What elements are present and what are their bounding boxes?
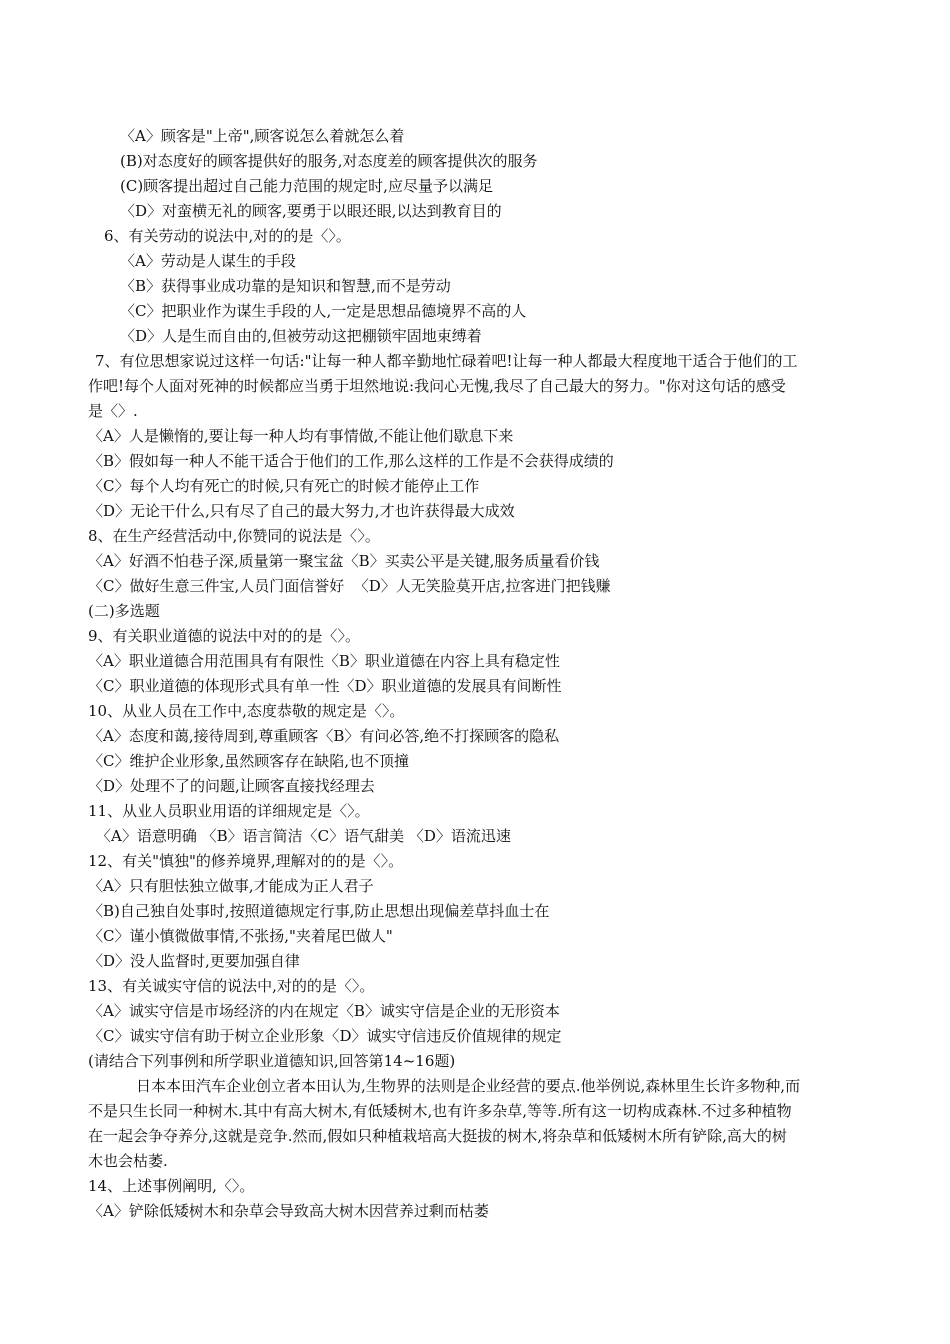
option-6b: 〈B〉获得事业成功靠的是知识和智慧,而不是劳动 (120, 277, 451, 295)
question-14: 14、上述事例阐明,〈〉。 (88, 1177, 255, 1195)
option-14a: 〈A〉铲除低矮树木和杂草会导致高大树木因营养过剩而枯萎 (88, 1202, 489, 1220)
option-6c: 〈C〉把职业作为谋生手段的人,一定是思想品德境界不高的人 (120, 302, 527, 320)
option-12d: 〈D〉没人监督时,更要加强自律 (88, 952, 300, 970)
option-10ab: 〈A〉态度和蔼,接待周到,尊重顾客〈B〉有问必答,绝不打探顾客的隐私 (88, 727, 560, 745)
question-12: 12、有关"慎独"的修养境界,理解对的的是〈〉。 (88, 852, 404, 870)
option-10d: 〈D〉处理不了的问题,让顾客直接找经理去 (88, 777, 375, 795)
question-11: 11、从业人员职业用语的详细规定是〈〉。 (88, 802, 370, 820)
option-12a: 〈A〉只有胆怯独立做事,才能成为正人君子 (88, 877, 374, 895)
option-5a: 〈A〉顾客是"上帝",顾客说怎么着就怎么着 (120, 127, 405, 145)
case-paragraph-line-3: 在一起会争夺养分,这就是竞争.然而,假如只种植栽培高大挺拔的树木,将杂草和低矮树木所有铲除,高大的树 (88, 1127, 787, 1145)
option-7b: 〈B〉假如每一种人不能干适合于他们的工作,那么这样的工作是不会获得成绩的 (88, 452, 614, 470)
option-8ab: 〈A〉好酒不怕巷子深,质量第一聚宝盆〈B〉买卖公平是关键,服务质量看价钱 (88, 552, 600, 570)
case-paragraph-line-2: 不是只生长同一种树木.其中有高大树木,有低矮树木,也有许多杂草,等等.所有这一切构成森林.不过多种植物 (88, 1102, 792, 1120)
option-7a: 〈A〉人是懒惰的,要让每一种人均有事情做,不能让他们歇息下来 (88, 427, 514, 445)
option-7c: 〈C〉每个人均有死亡的时候,只有死亡的时候才能停止工作 (88, 477, 480, 495)
option-11abcd: 〈A〉语意明确 〈B〉语言简洁〈C〉语气甜美 〈D〉语流迅速 (96, 827, 511, 845)
question-13: 13、有关诚实守信的说法中,对的的是〈〉。 (88, 977, 375, 995)
option-12c: 〈C〉谨小慎微做事情,不张扬,"夹着尾巴做人" (88, 927, 393, 945)
case-paragraph-line-4: 木也会枯萎. (88, 1152, 168, 1170)
case-instruction: (请结合下列事例和所学职业道德知识,回答第14~16题) (88, 1052, 456, 1070)
option-6a: 〈A〉劳动是人谋生的手段 (120, 252, 296, 270)
question-7-line-3: 是〈〉. (88, 402, 138, 420)
question-9: 9、有关职业道德的说法中对的的是〈〉。 (88, 627, 361, 645)
question-7-line-1: 7、有位思想家说过这样一句话:"让每一种人都辛勤地忙碌着吧!让每一种人都最大程度地干适合于他们的工 (95, 352, 798, 370)
option-13cd: 〈C〉诚实守信有助于树立企业形象〈D〉诚实守信违反价值规律的规定 (88, 1027, 562, 1045)
option-6d: 〈D〉人是生而自由的,但被劳动这把棚锁牢固地束缚着 (120, 327, 482, 345)
section-heading-multi-choice: (二)多选题 (88, 602, 160, 620)
option-8cd: 〈C〉做好生意三件宝,人员门面信誉好 〈D〉人无笑脸莫开店,拉客进门把钱赚 (88, 577, 611, 595)
option-13ab: 〈A〉诚实守信是市场经济的内在规定〈B〉诚实守信是企业的无形资本 (88, 1002, 560, 1020)
option-5c: (C)顾客提出超过自己能力范围的规定时,应尽量予以满足 (120, 177, 493, 195)
option-10c: 〈C〉维护企业形象,虽然顾客存在缺陷,也不顶撞 (88, 752, 410, 770)
option-9cd: 〈C〉职业道德的体现形式具有单一性〈D〉职业道德的发展具有间断性 (88, 677, 562, 695)
question-10: 10、从业人员在工作中,态度恭敬的规定是〈〉。 (88, 702, 405, 720)
option-5b: (B)对态度好的顾客提供好的服务,对态度差的顾客提供次的服务 (120, 152, 538, 170)
option-7d: 〈D〉无论干什么,只有尽了自己的最大努力,才也许获得最大成效 (88, 502, 515, 520)
question-8: 8、在生产经营活动中,你赞同的说法是〈〉。 (88, 527, 380, 545)
option-5d: 〈D〉对蛮横无礼的顾客,要勇于以眼还眼,以达到教育目的 (120, 202, 502, 220)
case-paragraph-line-1: 日本本田汽车企业创立者本田认为,生物界的法则是企业经营的要点.他举例说,森林里生长许多物种,而 (136, 1077, 801, 1095)
option-12b: 〈B)自己独自处事时,按照道德规定行事,防止思想出现偏差草抖血士在 (88, 902, 550, 920)
question-6: 6、有关劳动的说法中,对的的是〈〉。 (104, 227, 351, 245)
option-9ab: 〈A〉职业道德合用范围具有有限性〈B〉职业道德在内容上具有稳定性 (88, 652, 560, 670)
question-7-line-2: 作吧!每个人面对死神的时候都应当勇于坦然地说:我问心无愧,我尽了自己最大的努力。"你对这句话的感受 (88, 377, 786, 395)
